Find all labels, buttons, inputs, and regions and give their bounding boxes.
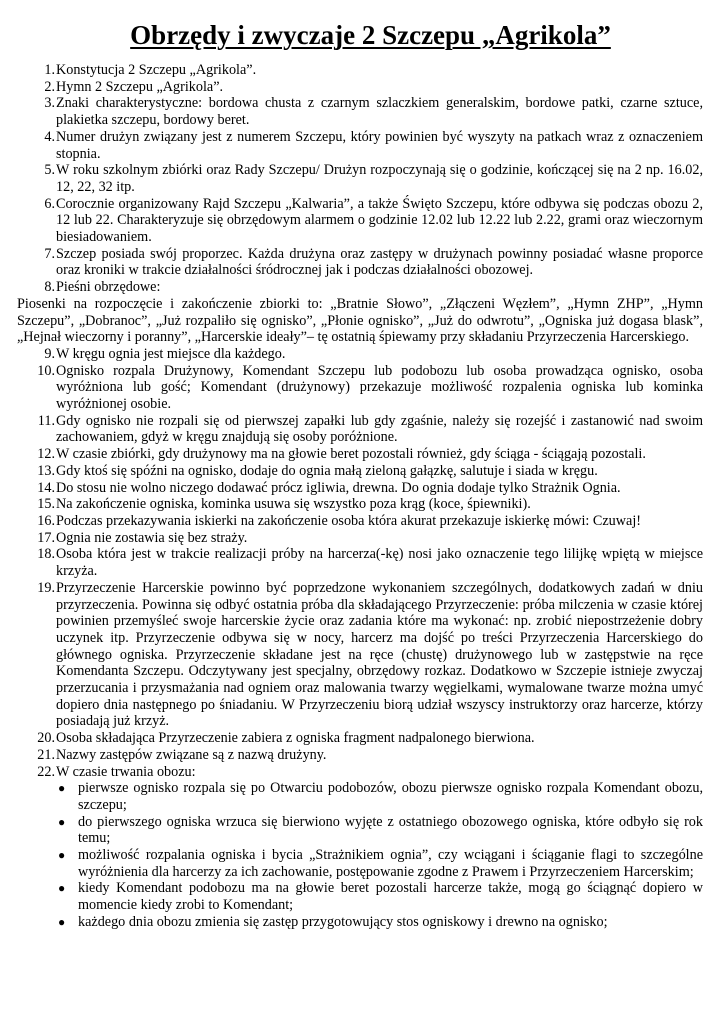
bullet-dot-icon: ● [58, 814, 66, 829]
list-item [37, 763, 703, 781]
list-item [37, 579, 703, 730]
bullet-item [56, 814, 703, 847]
list-item [44, 128, 703, 162]
list-item-number: 6. [44, 195, 55, 212]
list-item-text: Ognia nie zostawia się bez straży. [56, 529, 248, 546]
bullet-item [56, 847, 703, 880]
list-item-text: Pieśni obrzędowe: [56, 279, 161, 296]
list-item-text: Przyrzeczenie Harcerskie powinno być poprzedzone wykonaniem szczególnych, dodatkowych zadań w dniu przyrzeczenia. Powinna się odbyć ostatnia próba dla składającego Przyrzeczenie: próba milczenia w czasie której powinien przemyśleć swoje harcerskie życie oraz zadania które ma wykonać: np. zrobić niepostrzeżenie dobry uczynek itp. Przyrzeczenie odbywa się w nocy, harcerz ma dojść po treści Przyrzeczenia Harcerskiego do głównego ogniska. Przyrzeczenie składane jest na ręce (chustę) drużynowego lub w zastępstwie na ręce Komendanta Szczepu. Odczytywany jest specjalny, obrzędowy rozkaz. Dodatkowo w Szczepie istnieje zwyczaj przerzucania i przysmażania nad ogniem oraz malowania twarzy węgielkami, wymalowane twarze można umyć dopiero dnia następnego po śniadaniu. W Przyrzeczeniu biorą udział wszyscy instruktorzy oraz harcerze, którzy posiadają już krzyż. [56, 579, 703, 730]
list-item-text: W kręgu ognia jest miejsce dla każdego. [56, 345, 286, 362]
list-item-number: 16. [37, 512, 55, 529]
list-item-number: 4. [44, 128, 55, 145]
list-item-number: 14. [37, 479, 55, 496]
bullet-dot-icon: ● [58, 781, 66, 796]
list-item-text: Konstytucja 2 Szczepu „Agrikola”. [56, 62, 257, 78]
numbered-list [44, 62, 703, 296]
list-item-text: Na zakończenie ogniska, kominka usuwa się wszystko poza krąg (koce, śpiewniki). [56, 496, 531, 513]
list-item-number: 5. [44, 162, 55, 179]
list-item-number: 18. [37, 546, 55, 563]
bullet-item [56, 880, 703, 913]
list-item [37, 412, 703, 446]
songs-paragraph: Piosenki na rozpoczęcie i zakończenie zbiorki to: „Bratnie Słowo”, „Złączeni Węzłem”, „Hymn ZHP”, „Hymn Szczepu”, „Dobranoc”, „Już rozpaliło się ognisko”, „Płonie ognisko”, „Już do odwrotu”, „Ogniska już dogasa blask”, „Hejnał wieczorny i poranny”, „Harcerskie ideały”– tę ostatnią śpiewamy przy składaniu Przyrzeczenia Harcerskiego. [17, 295, 703, 346]
page-title: Obrzędy i zwyczaje 2 Szczepu „Agrikola” [130, 20, 611, 50]
list-item-number: 17. [37, 529, 55, 546]
list-item-text: W czasie zbiórki, gdy drużynowy ma na głowie beret pozostali również, gdy ściąga - ściągają pozostali. [56, 446, 646, 463]
list-item [44, 62, 703, 79]
list-item-text: Numer drużyn związany jest z numerem Szczepu, który powinien być wyszyty na patkach wraz z oznaczeniem stopnia. [56, 128, 703, 162]
list-item-text: Znaki charakterystyczne: bordowa chusta z czarnym szlaczkiem generalskim, bordowe patki, czarne sztuce, plakietka szczepu, bordowy beret. [56, 95, 703, 129]
camp-bullet-list [56, 780, 703, 930]
list-item-number: 13. [37, 462, 55, 479]
list-item-text: Nazwy zastępów związane są z nazwą drużyny. [56, 746, 327, 763]
list-item [44, 95, 703, 129]
list-item-number: 8. [44, 279, 55, 296]
list-item-text: Ognisko rozpala Drużynowy, Komendant Szczepu lub podobozu lub osoba prowadząca ognisko, osoba wyróżniona lub gość; Komendant (drużynowy) przekazuje możliwość rozpalenia ogniska lub kominka wyróżnionej osobie. [56, 362, 703, 413]
list-item-number: 1. [44, 62, 55, 78]
list-item [44, 279, 703, 296]
bullet-text: każdego dnia obozu zmienia się zastęp przygotowujący stos ogniskowy i drewno na ognisko; [78, 913, 608, 930]
list-item-text: W czasie trwania obozu: [56, 763, 196, 780]
list-item [44, 345, 703, 363]
list-item-number: 3. [44, 95, 55, 112]
list-item [37, 362, 703, 413]
bullet-text: kiedy Komendant podobozu ma na głowie beret pozostali harcerze także, mogą go ściągnąć dopiero w momencie kiedy zrobi to Komendant; [78, 880, 703, 914]
list-item-text: W roku szkolnym zbiórki oraz Rady Szczepu/ Drużyn rozpoczynają się o godzinie, kończącej się na 2 np. 16.02, 12, 22, 32 itp. [56, 162, 703, 195]
list-item-text: Gdy ktoś się spóźni na ognisko, dodaje do ognia małą zieloną gałązkę, salutuje i siada w kręgu. [56, 462, 598, 479]
list-item-number: 11. [37, 412, 55, 429]
list-item [44, 162, 703, 195]
list-item-text: Gdy ognisko nie rozpali się od pierwszej zapałki lub gdy zgaśnie, należy się rozejść i zastanowić nad swoim zachowaniem, gdyż w kręgu znajdują się osoby poróżnione. [56, 412, 703, 446]
bullet-text: pierwsze ognisko rozpala się po Otwarciu podobozów, obozu pierwsze ognisko rozpala Komendant obozu, szczepu; [78, 780, 703, 813]
list-item-number: 12. [37, 446, 55, 463]
list-item [37, 446, 703, 463]
list-item-number: 15. [37, 496, 55, 513]
list-item-text: Osoba która jest w trakcie realizacji próby na harcerza(-kę) nosi jako oznaczenie tego lilijkę wpiętą w miejsce krzyża. [56, 546, 703, 580]
bullet-dot-icon: ● [58, 881, 66, 896]
bullet-dot-icon: ● [58, 914, 66, 929]
list-item [37, 746, 703, 764]
list-item-number: 9. [44, 345, 55, 362]
numbered-list-continued [37, 345, 703, 780]
list-item [37, 529, 703, 547]
list-item-number: 2. [44, 78, 55, 95]
list-item [44, 78, 703, 96]
list-item [37, 512, 703, 530]
list-item-number: 22. [37, 763, 55, 780]
list-item-number: 10. [37, 362, 55, 379]
list-item-number: 19. [37, 579, 55, 596]
list-item-text: Hymn 2 Szczepu „Agrikola”. [56, 78, 224, 95]
list-item-text: Do stosu nie wolno niczego dodawać prócz igliwia, drewna. Do ognia dodaje tylko Strażnik Ognia. [56, 479, 621, 496]
list-item-number: 21. [37, 746, 55, 763]
list-item [37, 496, 703, 513]
bullet-text: możliwość rozpalania ogniska i bycia „Strażnikiem ognia”, czy wciągani i ściąganie flagi to szczególne wyróżnienia dla harcerzy za ich zachowanie, postępowanie zgodne z Prawem i Przyrzeczeniem Harcerskim; [78, 847, 703, 880]
list-item [44, 195, 703, 246]
bullet-text: do pierwszego ogniska wrzuca się bierwiono wyjęte z ostatniego obozowego ogniska, które odbyło się rok temu; [78, 813, 703, 847]
list-item-text: Szczep posiada swój proporzec. Każda drużyna oraz zastępy w drużynach powinny posiadać własne proporce oraz kroniki w trakcie działalności śródrocznej jak i podczas działalności obozowej. [56, 245, 703, 279]
list-item [37, 462, 703, 480]
bullet-dot-icon: ● [58, 848, 66, 863]
list-item-text: Osoba składająca Przyrzeczenie zabiera z ogniska fragment nadpalonego bierwiona. [56, 730, 535, 747]
list-item [37, 546, 703, 580]
bullet-item [56, 780, 703, 813]
list-item [44, 245, 703, 279]
bullet-item [56, 914, 703, 931]
list-item-number: 20. [37, 730, 55, 747]
list-item [37, 479, 703, 497]
list-item [37, 730, 703, 747]
list-item-number: 7. [44, 245, 55, 262]
list-item-text: Corocznie organizowany Rajd Szczepu „Kalwaria”, a także Święto Szczepu, które odbywa się podczas obozu 2, 12 lub 22. Charakteryzuje się obrzędowym alarmem o godzinie 12.02 lub 12.22 lub 2.22, grami oraz wieczornym biesiadowaniem. [56, 195, 703, 246]
list-item-text: Podczas przekazywania iskierki na zakończenie osoba która akurat przekazuje iskierkę mówi: Czuwaj! [56, 512, 641, 529]
